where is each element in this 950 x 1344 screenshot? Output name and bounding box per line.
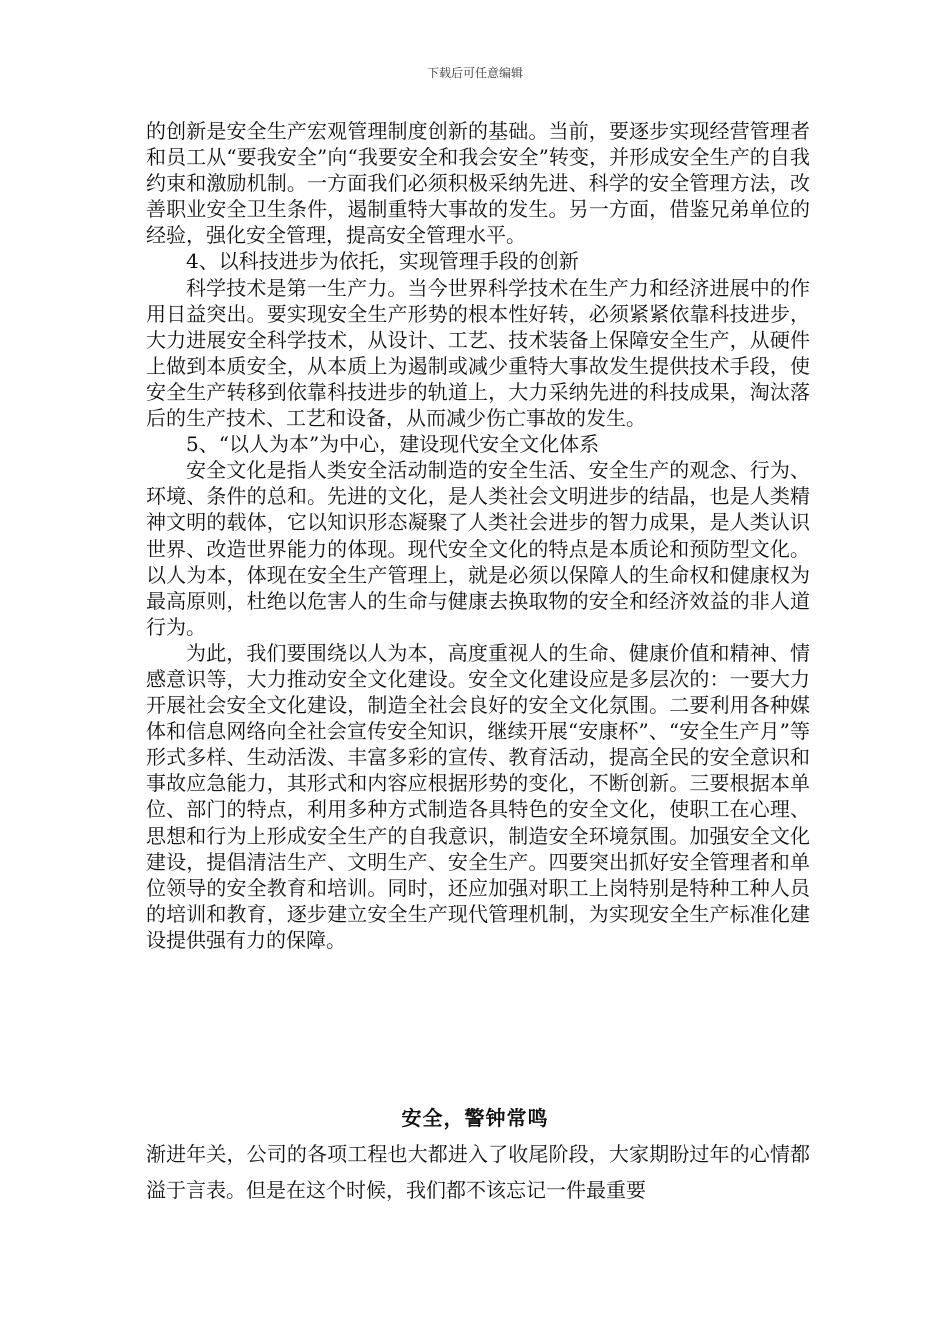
heading-people-oriented: 5、“以人为本”为中心，建设现代安全文化体系	[186, 432, 600, 457]
paragraph-culture-building: 为此，我们要围绕以人为本，高度重视人的生命、健康价值和精神、情感意识等，大力推动安全文化建设。安全文化建设应是多层次的：一要大力开展社会安全文化建设，制造全社会良好的安全文化氛围。二要利用各种媒体和信息网络向全社会宣传安全知识，继续开展“安康杯”、“安全生产月”等形式多样、生动活泼、丰富多彩的宣传、教育活动，提高全民的安全意识和事故应急能力，其形式和内容应根据形势的变化，不断创新。三要根据本单位、部门的特点，利用多种方式制造各具特色的安全文化，使职工在心理、思想和行为上形成安全生产的自我意识，制造安全环境氛围。加强安全文化建设，提倡清洁生产、文明生产、安全生产。四要突出抓好安全管理者和单位领导的安全教育和培训。同时，还应加强对职工上岗特别是特种工种人员的培训和教育，逐步建立安全生产现代管理机制，为实现安全生产标准化建设提供强有力的保障。	[146, 640, 810, 952]
paragraph-safety-culture: 安全文化是指人类安全活动制造的安全生活、安全生产的观念、行为、环境、条件的总和。先进的文化，是人类社会文明进步的结晶，也是人类精神文明的载体，它以知识形态凝聚了人类社会进步的智力成果，是人类认识世界、改造世界能力的体现。现代安全文化的特点是本质论和预防型文化。以人为本，体现在安全生产管理上，就是必须以保障人的生命权和健康权为最高原则，杜绝以危害人的生命与健康去换取物的安全和经济效益的非人道行为。	[146, 458, 810, 639]
document-body	[146, 118, 810, 953]
paragraph-year-end: 渐进年关，公司的各项工程也大都进入了收尾阶段，大家期盼过年的心情都溢于言表。但是在这个时候，我们都不该忘记一件最重要	[146, 1142, 810, 1202]
paragraph-tech-progress: 科学技术是第一生产力。当今世界科学技术在生产力和经济进展中的作用日益突出。要实现安全生产形势的根本性好转，必须紧紧依靠科技进步，大力进展安全科学技术，从设计、工艺、技术装备上保障安全生产，从硬件上做到本质安全，从本质上为遏制或减少重特大事故发生提供技术手段，使安全生产转移到依靠科技进步的轨道上，大力采纳先进的科技成果，淘汰落后的生产技术、工艺和设备，从而减少伤亡事故的发生。	[146, 275, 810, 431]
section-two-body	[146, 1136, 810, 1208]
heading-tech-progress: 4、以科技进步为依托，实现管理手段的创新	[186, 249, 579, 274]
paragraph-management-innovation: 的创新是安全生产宏观管理制度创新的基础。当前，要逐步实现经营管理者和员工从“要我安全”向“我要安全和我会安全”转变，并形成安全生产的自我约束和激励机制。一方面我们必须积极采纳先进、科学的安全管理方法，改善职业安全卫生条件，遏制重特大事故的发生。另一方面，借鉴兄弟单位的经验，强化安全管理，提高安全管理水平。	[146, 119, 810, 248]
section-title: 安全，警钟常鸣	[401, 1106, 549, 1130]
header-note: 下载后可任意编辑	[426, 66, 523, 80]
